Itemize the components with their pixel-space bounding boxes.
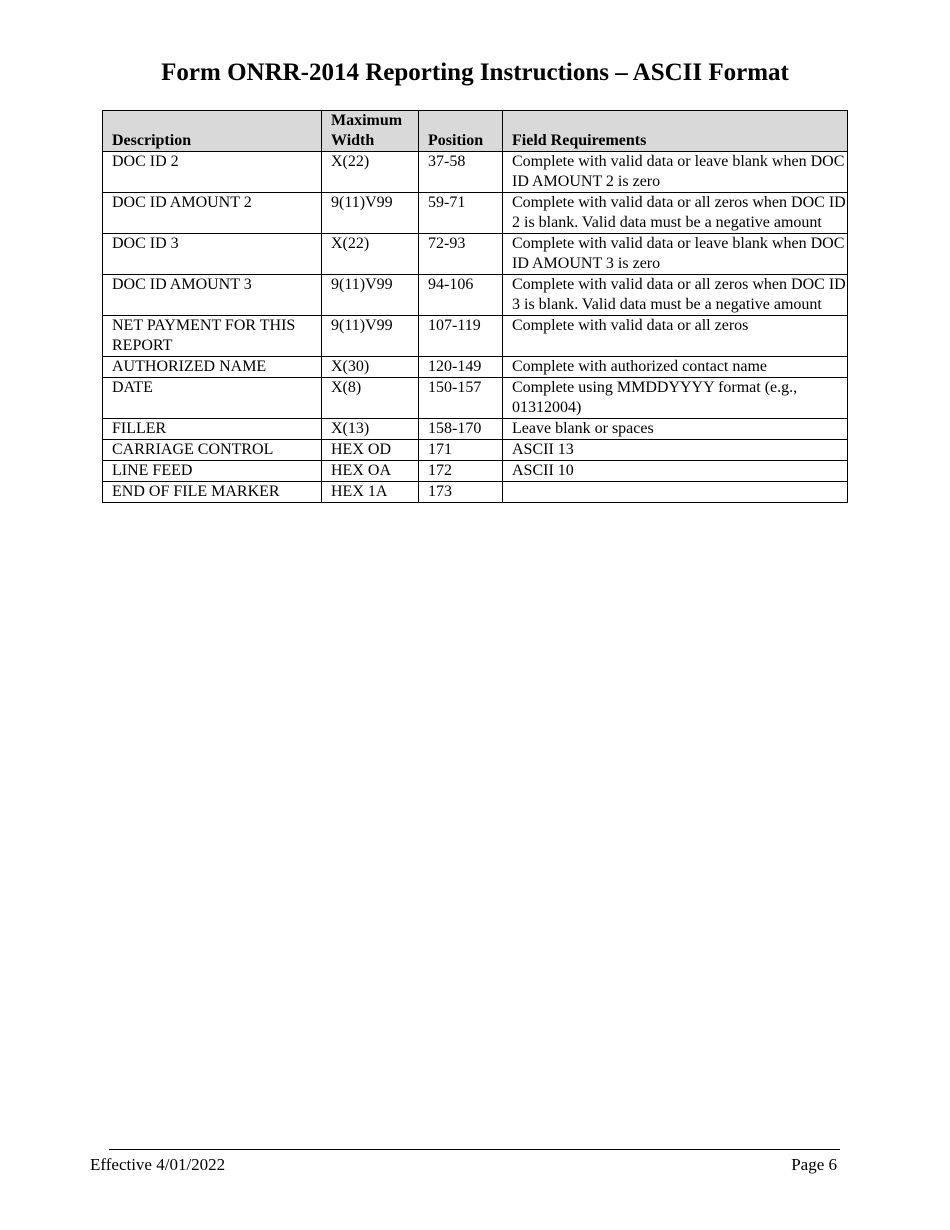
cell-description: FILLER [103,419,322,440]
cell-description: DOC ID 2 [103,152,322,193]
page-title: Form ONRR-2014 Reporting Instructions – ASCII Format [161,59,789,86]
footer-page-number: Page 6 [791,1155,837,1174]
table-row [103,461,848,482]
header-maximum-width-line2: Width [331,132,375,149]
cell-position: 72-93 [419,234,503,275]
cell-description: END OF FILE MARKER [103,482,322,503]
cell-field-requirements: ASCII 10 [503,461,848,482]
cell-description: CARRIAGE CONTROL [103,440,322,461]
cell-position: 107-119 [419,316,503,357]
cell-field-requirements: Leave blank or spaces [503,419,848,440]
table-row [103,234,848,275]
cell-maximum-width: X(22) [322,152,419,193]
header-position: Position [419,111,503,152]
cell-field-requirements: Complete with valid data or all zeros [503,316,848,357]
table-row [103,357,848,378]
cell-field-requirements: Complete using MMDDYYYY format (e.g., 01312004) [503,378,848,419]
table-row [103,419,848,440]
cell-field-requirements: Complete with valid data or all zeros when DOC ID 2 is blank. Valid data must be a negative amount [503,193,848,234]
cell-maximum-width: X(30) [322,357,419,378]
cell-position: 172 [419,461,503,482]
table-header-row [103,111,848,152]
cell-position: 94-106 [419,275,503,316]
cell-maximum-width: 9(11)V99 [322,275,419,316]
table-row [103,152,848,193]
cell-field-requirements: Complete with valid data or all zeros when DOC ID 3 is blank. Valid data must be a negative amount [503,275,848,316]
cell-field-requirements: Complete with valid data or leave blank when DOC ID AMOUNT 3 is zero [503,234,848,275]
cell-field-requirements: ASCII 13 [503,440,848,461]
cell-description: LINE FEED [103,461,322,482]
table-row [103,193,848,234]
table-row [103,482,848,503]
cell-position: 37-58 [419,152,503,193]
footer-effective-date: Effective 4/01/2022 [90,1155,226,1174]
cell-description: DOC ID AMOUNT 2 [103,193,322,234]
header-maximum-width [322,111,419,152]
footer-divider [109,1149,840,1150]
cell-maximum-width: 9(11)V99 [322,316,419,357]
cell-position: 173 [419,482,503,503]
cell-maximum-width: HEX 1A [322,482,419,503]
cell-description: DOC ID AMOUNT 3 [103,275,322,316]
cell-field-requirements [503,482,848,503]
cell-maximum-width: X(13) [322,419,419,440]
cell-description: NET PAYMENT FOR THIS REPORT [103,316,322,357]
cell-position: 171 [419,440,503,461]
cell-maximum-width: 9(11)V99 [322,193,419,234]
cell-description: AUTHORIZED NAME [103,357,322,378]
cell-maximum-width: X(22) [322,234,419,275]
header-description: Description [103,111,322,152]
table-row [103,316,848,357]
cell-position: 150-157 [419,378,503,419]
cell-field-requirements: Complete with authorized contact name [503,357,848,378]
cell-position: 120-149 [419,357,503,378]
header-maximum-width-line1: Maximum [331,112,403,129]
cell-maximum-width: HEX OD [322,440,419,461]
cell-field-requirements: Complete with valid data or leave blank when DOC ID AMOUNT 2 is zero [503,152,848,193]
cell-description: DOC ID 3 [103,234,322,275]
cell-description: DATE [103,378,322,419]
field-spec-table [102,110,848,503]
table-row [103,378,848,419]
cell-maximum-width: X(8) [322,378,419,419]
cell-position: 158-170 [419,419,503,440]
table-body [103,152,848,503]
table-row [103,275,848,316]
cell-maximum-width: HEX OA [322,461,419,482]
table-row [103,440,848,461]
cell-position: 59-71 [419,193,503,234]
header-field-requirements: Field Requirements [503,111,848,152]
